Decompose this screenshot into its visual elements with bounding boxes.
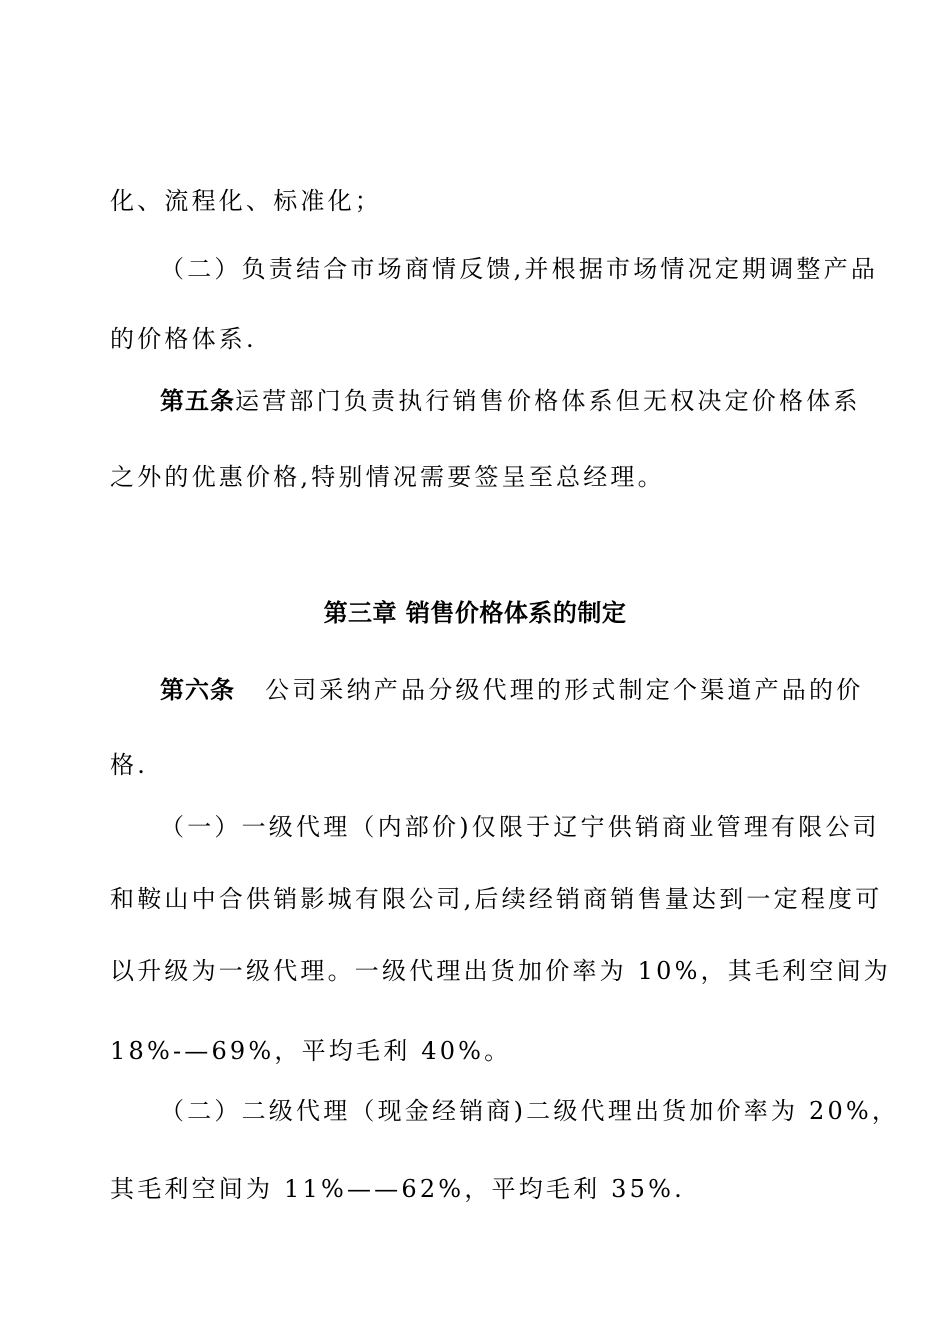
paragraph-line: 的价格体系. [110, 325, 257, 353]
article-5-paragraph [160, 386, 861, 416]
paragraph-line: 化、流程化、标准化； [110, 187, 382, 215]
article-6-paragraph [160, 675, 864, 705]
chapter-title: 第三章 销售价格体系的制定 [323, 599, 627, 627]
paragraph-line: 之外的优惠价格,特别情况需要签呈至总经理。 [110, 463, 665, 491]
article-5-text: 运营部门负责执行销售价格体系但无权决定价格体系 [235, 387, 861, 415]
paragraph-line: 和鞍山中合供销影城有限公司,后续经销商销售量达到一定程度可 [110, 885, 883, 913]
paragraph-line: （一）一级代理（内部价)仅限于辽宁供销商业管理有限公司 [160, 813, 880, 841]
paragraph-line: 其毛利空间为 11%——62%，平均毛利 35%. [110, 1175, 685, 1203]
paragraph-line: 以升级为一级代理。一级代理出货加价率为 10%，其毛利空间为 [110, 957, 891, 985]
paragraph-line: （二）二级代理（现金经销商)二级代理出货加价率为 20%， [160, 1097, 900, 1125]
article-6-text: 公司采纳产品分级代理的形式制定个渠道产品的价 [265, 676, 864, 704]
article-5-label: 第五条 [160, 387, 235, 415]
paragraph-line: （二）负责结合市场商情反馈,并根据市场情况定期调整产品 [160, 255, 879, 283]
paragraph-line: 18%-—69%，平均毛利 40%。 [110, 1037, 512, 1065]
paragraph-line: 格. [110, 751, 149, 779]
article-6-label: 第六条 [160, 676, 235, 704]
